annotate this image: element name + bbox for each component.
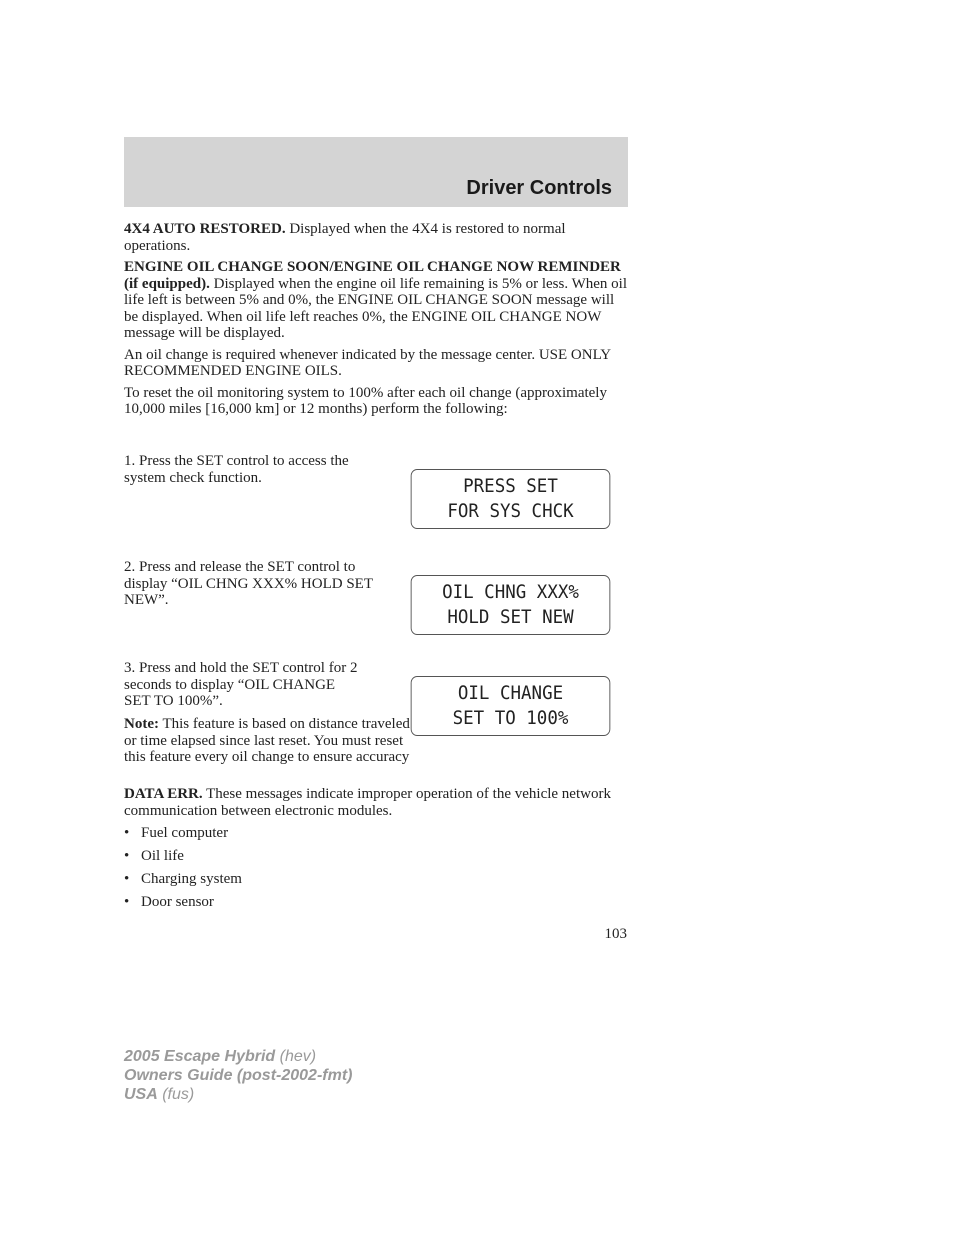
paragraph-oil-change-required: An oil change is required whenever indicated by the message center. USE ONLY RECOMMENDED ENGINE OILS. [124, 346, 611, 379]
step-3 [124, 660, 364, 715]
step-1 [124, 453, 384, 491]
note-text: Note: This feature is based on distance traveled or time elapsed since last reset. You must reset this feature every oil change to ensure accuracy [124, 716, 410, 765]
lcd-line-2: SET TO 100% [452, 707, 569, 729]
lcd-line-2: HOLD SET NEW [447, 606, 574, 628]
step-1-text: 1. Press the SET control to access the system check function. [124, 453, 349, 486]
module-list [124, 825, 628, 911]
lcd-line-2: FOR SYS CHCK [447, 500, 574, 522]
section-header-band [124, 137, 628, 207]
paragraph-data-err: DATA ERR. These messages indicate improper operation of the vehicle network communication between electronic modules. [124, 786, 611, 819]
lcd-line-1: PRESS SET [463, 475, 558, 497]
paragraph-4x4-auto-restored: 4X4 AUTO RESTORED. Displayed when the 4X4 is restored to normal operations. [124, 221, 566, 254]
document-footer [124, 1047, 352, 1104]
list-item: • Fuel computer [124, 825, 229, 841]
step-2 [124, 559, 384, 614]
footer-line-2: Owners Guide (post-2002-fmt) [124, 1067, 353, 1084]
paragraph-reset-instructions: To reset the oil monitoring system to 100% after each oil change (approximately 10,000 miles [16,000 km] or 12 months) perform the following: [124, 384, 607, 417]
intro-content [124, 221, 628, 423]
lcd-display-oil-chng [411, 575, 611, 635]
footer-line-1: 2005 Escape Hybrid (hev) [124, 1048, 317, 1065]
data-err-section [124, 786, 628, 917]
section-title: Driver Controls [466, 177, 612, 199]
step-3-text: 3. Press and hold the SET control for 2 seconds to display “OIL CHANGE SET TO 100%”. [124, 660, 358, 709]
lcd-display-oil-change-set [411, 676, 611, 736]
list-item: • Door sensor [124, 894, 214, 910]
footer-line-3: USA (fus) [124, 1086, 195, 1103]
lcd-line-1: OIL CHANGE [457, 682, 564, 704]
page-number: 103 [604, 926, 627, 942]
paragraph-engine-oil-change: ENGINE OIL CHANGE SOON/ENGINE OIL CHANGE NOW REMINDER (if equipped). Displayed when the engine oil life remaining is 5% or less. When oil life left is between 5% and 0%, the ENGINE OIL CHANGE SOON message will be displayed. When oil life left reaches 0%, the ENGINE OIL CHANGE NOW message will be displayed. [124, 259, 627, 341]
list-item: • Oil life [124, 848, 184, 864]
step-2-text: 2. Press and release the SET control to display “OIL CHNG XXX% HOLD SET NEW”. [124, 559, 373, 608]
lcd-display-press-set [411, 469, 611, 529]
note-block [124, 716, 434, 771]
lcd-line-1: OIL CHNG XXX% [442, 581, 579, 603]
list-item: • Charging system [124, 871, 242, 887]
